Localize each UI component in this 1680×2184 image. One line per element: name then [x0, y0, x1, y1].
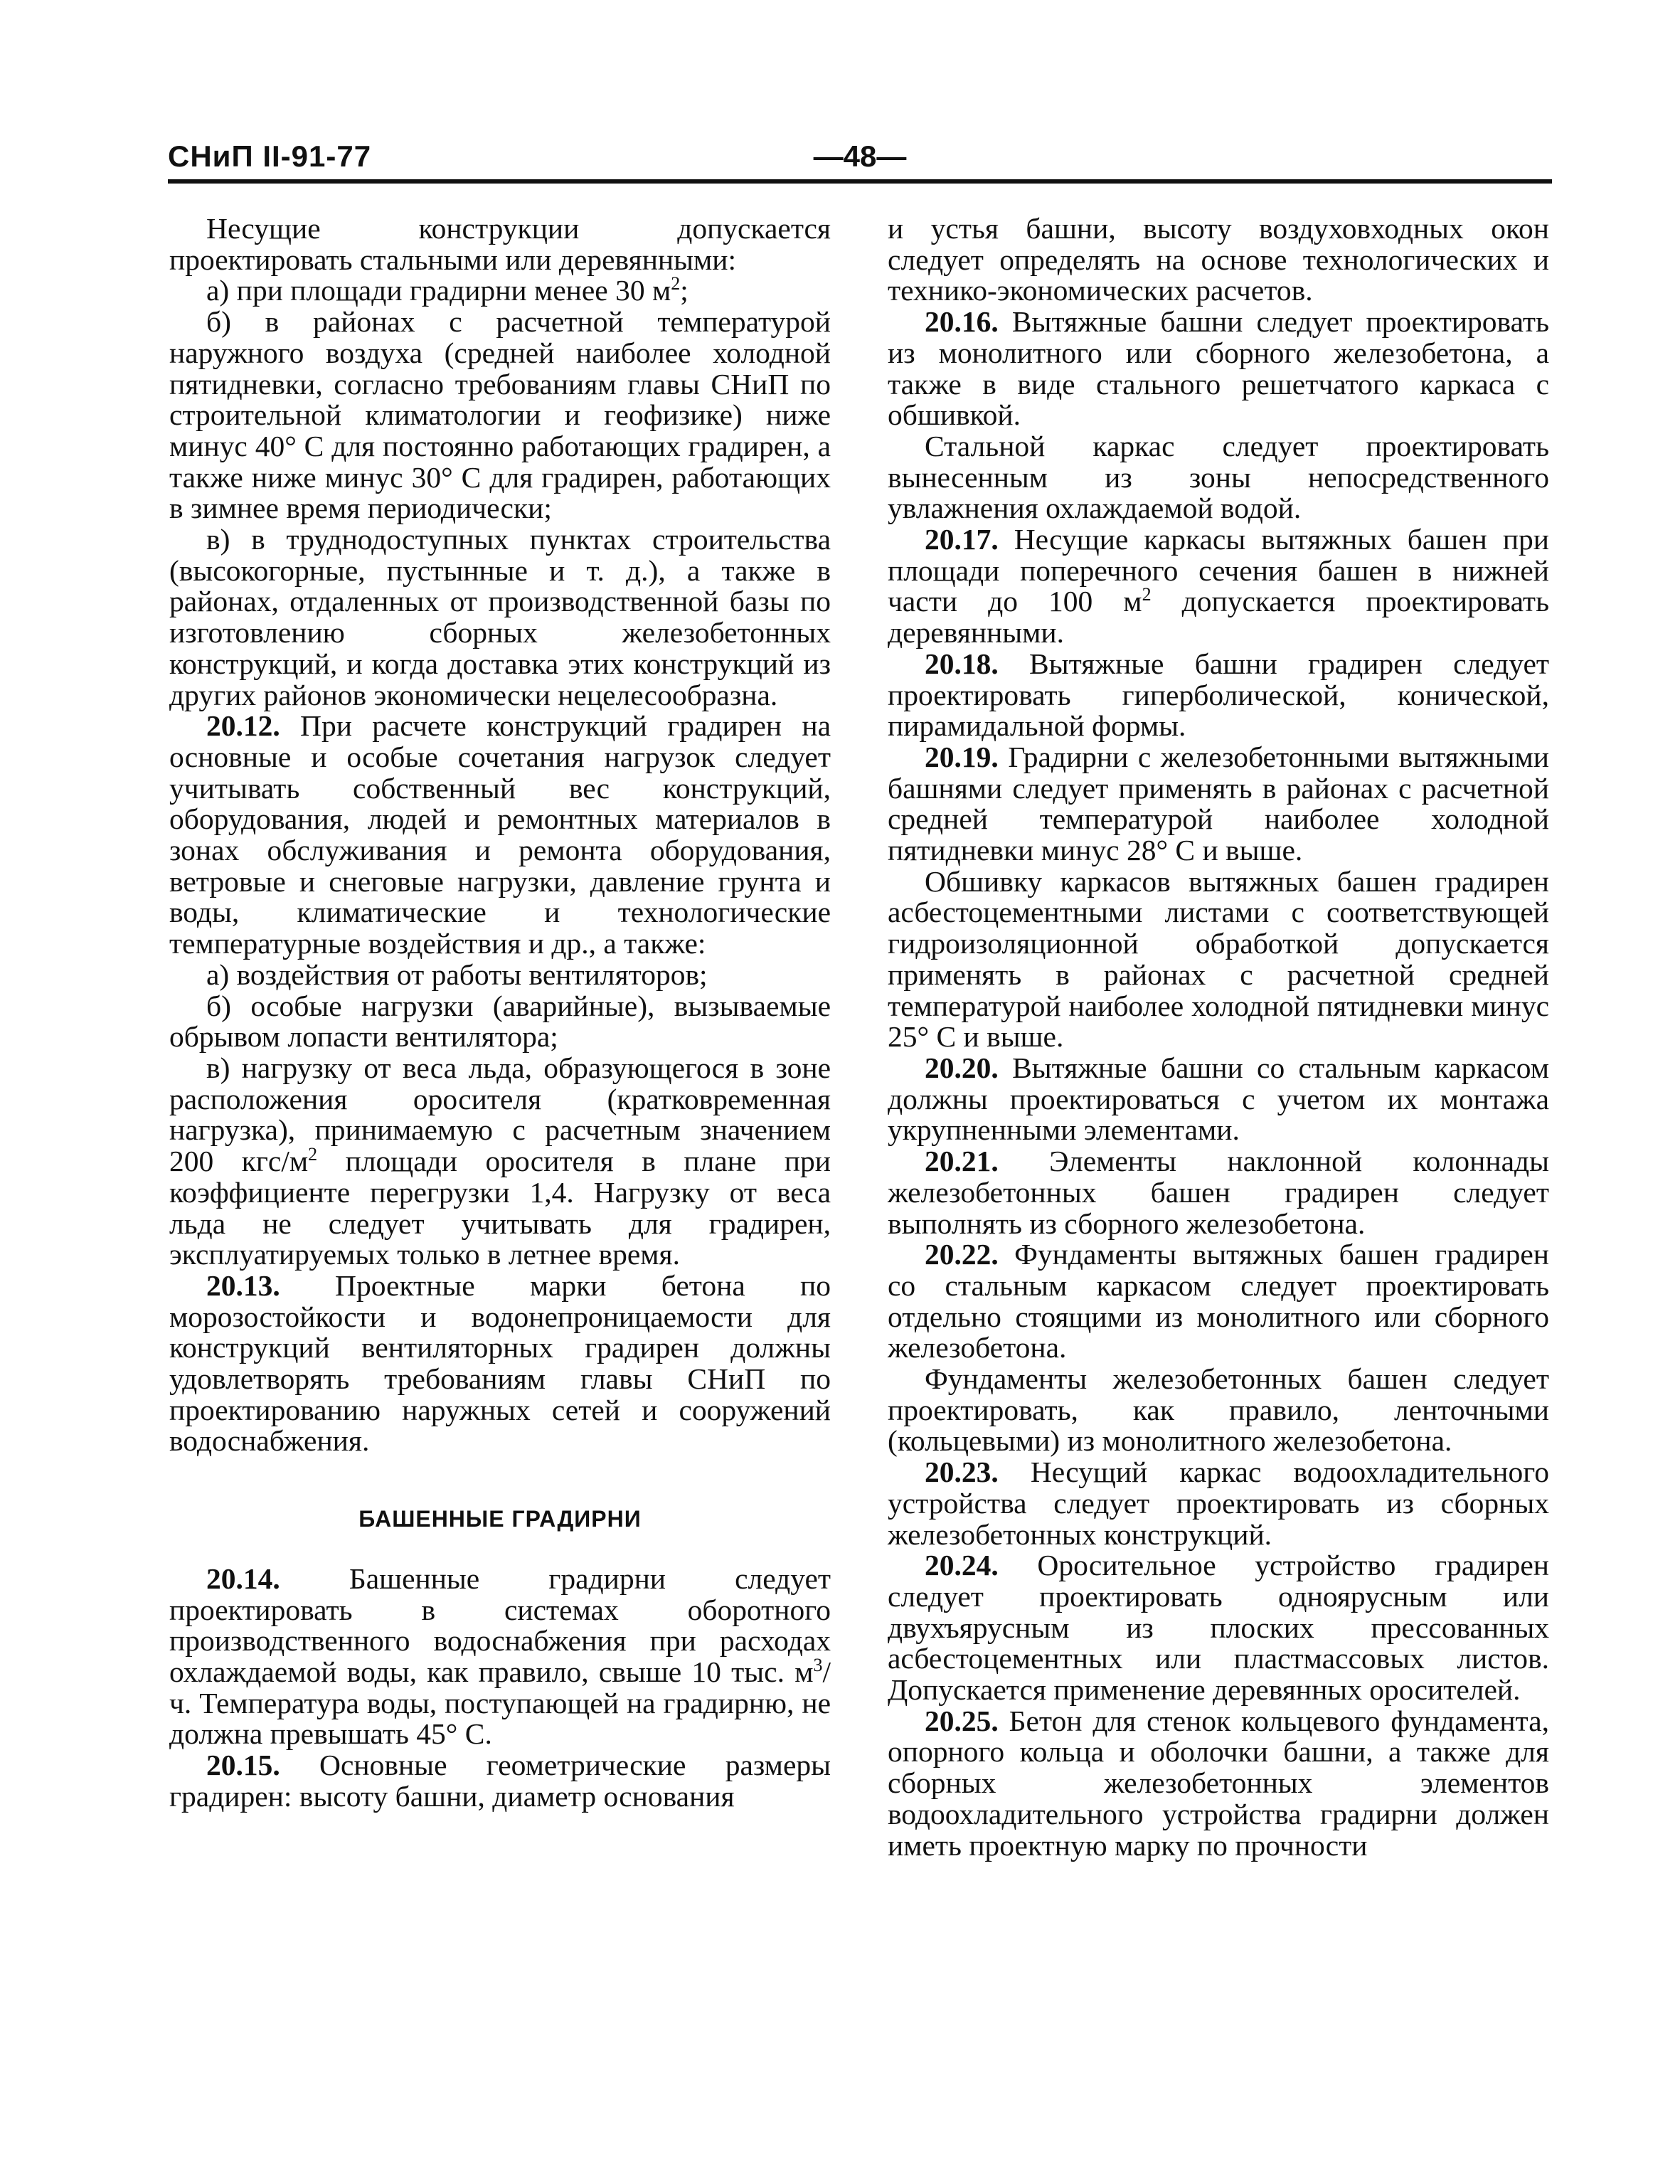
paragraph — [169, 524, 831, 711]
paragraph — [888, 1364, 1549, 1457]
clause-number: 20.15. — [206, 1749, 280, 1782]
paragraph-text: Стальной каркас следует проектировать вынесенным из зоны непосредственного увлажнения охлаждаемой водой. — [888, 429, 1549, 525]
paragraph-text: Элементы наклонной колоннады железобетонных башен градирен следует выполнять из сборного железобетона. — [888, 1145, 1549, 1240]
paragraph — [888, 307, 1549, 431]
paragraph-text: Основные геометрические размеры градирен: высоту башни, диаметр основания — [169, 1749, 831, 1813]
clause-number: 20.25. — [925, 1704, 999, 1737]
paragraph — [888, 213, 1549, 307]
paragraph-text: Оросительное устройство градирен следует проектировать одноярусным или двухъярусным из плоских прессованных асбестоцементных или пластмассовых листов. Допускается применение деревянных оросителей. — [888, 1549, 1549, 1707]
paragraph-text: а) при площади градирни менее 30 $м^2$; — [206, 273, 689, 307]
clause-number: 20.16. — [925, 305, 999, 339]
paragraph-text: Бетон для стенок кольцевого фундамента, опорного кольца и оболочки башни, а также для сборных железобетонных элементов водоохладительного устройства градирни должен иметь проектную марку по прочности — [888, 1704, 1549, 1862]
paragraph — [888, 524, 1549, 649]
paragraph — [169, 991, 831, 1053]
right-column — [888, 213, 1549, 1861]
paragraph-text: б) особые нагрузки (аварийные), вызываемые обрывом лопасти вентилятора; — [169, 989, 831, 1054]
paragraph-text: Башенные градирни следует проектировать в системах оборотного производственного водоснабжения при расходах охлаждаемой воды, как правило, свыше 10 тыс. $м^3/ч$. Температура воды, поступающей на градирню, не должна превышать 45° С. — [169, 1562, 831, 1751]
paragraph — [169, 275, 831, 307]
paragraph — [888, 1146, 1549, 1239]
paragraph — [169, 960, 831, 991]
paragraph-text: в) нагрузку от веса льда, образующегося в зоне расположения оросителя (кратковременная нагрузка), принимаемую с расчетным значением 200 кгс/$м^2$ площади оросителя в плане при коэффициенте перегрузки 1,4. Нагрузку от веса льда не следует учитывать для градирен, эксплуатируемых только в летнее время. — [169, 1051, 831, 1271]
paragraph — [169, 307, 831, 524]
paragraph-text: Несущий каркас водоохладительного устройства следует проектировать из сборных железобетонных конструкций. — [888, 1456, 1549, 1551]
clause-number: 20.14. — [206, 1562, 280, 1595]
paragraph-text: Фундаменты железобетонных башен следует проектировать, как правило, ленточными (кольцевыми) из монолитного железобетона. — [888, 1362, 1549, 1458]
section-heading: БАШЕННЫЕ ГРАДИРНИ — [358, 1506, 642, 1532]
clause-number: 20.19. — [925, 740, 999, 773]
paragraph-text: Вытяжные башни следует проектировать из монолитного или сборного железобетона, а также в виде стального решетчатого каркаса с обшивкой. — [888, 305, 1549, 432]
left-column — [169, 213, 831, 1812]
clause-number: 20.20. — [925, 1051, 999, 1084]
paragraph — [888, 1239, 1549, 1364]
page-number: —48— — [813, 139, 907, 173]
paragraph-text: Несущие конструкции допускается проектировать стальными или деревянными: — [169, 212, 831, 276]
paragraph-text: Проектные марки бетона по морозостойкости и водонепроницаемости для конструкций вентиляторных градирен должны удовлетворять требованиям главы СНиП по проектированию наружных сетей и сооружений водоснабжения. — [169, 1268, 831, 1458]
paragraph-text: Несущие каркасы вытяжных башен при площади поперечного сечения башен в нижней части до 100 $м^2$ допускается проектировать деревянными. — [888, 523, 1549, 650]
paragraph — [888, 1550, 1549, 1706]
paragraph — [169, 1053, 831, 1271]
paragraph — [888, 431, 1549, 524]
paragraph — [888, 866, 1549, 1053]
paragraph-text: а) воздействия от работы вентиляторов; — [206, 958, 708, 991]
paragraph-text: б) в районах с расчетной температурой наружного воздуха (средней наиболее холодной пятидневки, согласно требованиям главы СНиП по строительной климатологии и геофизике) ниже минус 40° С для постоянно работающих градирен, а также ниже минус 30° С для градирен, работающих в зимнее время периодически; — [169, 305, 831, 525]
paragraph — [888, 1053, 1549, 1146]
paragraph — [169, 1564, 831, 1750]
paragraph — [888, 649, 1549, 742]
clause-number: 20.13. — [206, 1268, 280, 1302]
header-rule — [168, 179, 1552, 184]
paragraph — [169, 1750, 831, 1812]
paragraph — [888, 742, 1549, 866]
clause-number: 20.21. — [925, 1145, 999, 1178]
clause-number: 20.18. — [925, 647, 999, 680]
paragraph-text: в) в труднодоступных пунктах строительства (высокогорные, пустынные и т. д.), а также в районах, отдаленных от производственной базы по изготовлению сборных железобетонных конструкций, и когда доставка этих конструкций из других районов экономически нецелесообразна. — [169, 523, 831, 711]
paragraph-text: и устья башни, высоту воздуховходных окон следует определять на основе технологических и технико-экономических расчетов. — [888, 212, 1549, 307]
paragraph-text: Вытяжные башни градирен следует проектировать гиперболической, конической, пирамидальной формы. — [888, 647, 1550, 743]
paragraph — [169, 1268, 831, 1458]
paragraph-text: При расчете конструкций градирен на основные и особые сочетания нагрузок следует учитывать собственный вес конструкций, оборудования, людей и ремонтных материалов в зонах обслуживания и ремонта оборудования, ветровые и снеговые нагрузки, давление грунта и воды, климатические и технологические температурные воздействия и др., а также: — [169, 709, 831, 960]
paragraph — [888, 1706, 1549, 1862]
clause-number: 20.22. — [925, 1238, 999, 1271]
paragraph-text: Обшивку каркасов вытяжных башен градирен асбестоцементными листами с соответствующей гидроизоляционной обработкой допускается применять в районах с расчетной средней температурой наиболее холодной пятидневки минус 25° С и выше. — [888, 864, 1549, 1054]
clause-number: 20.24. — [925, 1549, 999, 1582]
paragraph — [169, 213, 831, 275]
paragraph — [888, 1457, 1549, 1550]
document-code: СНиП II-91-77 — [168, 139, 372, 173]
paragraph-text: Вытяжные башни со стальным каркасом должны проектироваться с учетом их монтажа укрупненными элементами. — [888, 1051, 1550, 1147]
clause-number: 20.12. — [206, 709, 280, 743]
paragraph — [169, 711, 831, 960]
paragraph-text: Фундаменты вытяжных башен градирен со стальным каркасом следует проектировать отдельно стоящими из монолитного или сборного железобетона. — [888, 1238, 1549, 1364]
clause-number: 20.17. — [925, 523, 999, 556]
page-header — [168, 139, 1552, 181]
clause-number: 20.23. — [925, 1456, 999, 1489]
paragraph-text: Градирни с железобетонными вытяжными башнями следует применять в районах с расчетной средней температурой наиболее холодной пятидневки минус 28° С и выше. — [888, 740, 1550, 867]
